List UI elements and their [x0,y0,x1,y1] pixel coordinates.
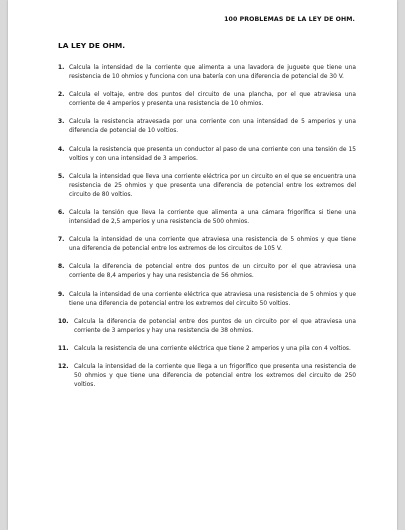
problem-number: 7. [58,237,65,244]
problem-text: Calcula la diferencia de potencial entre dos puntos de un circuito por el que atraviesa una corriente de 3 amperios y hay una resistencia de 38 ohmios. [74,318,356,334]
problem-number: 5. [58,173,65,180]
problem-item [58,291,356,309]
problem-number: 9. [58,291,65,298]
problem-item [58,318,356,336]
problem-number: 1. [58,65,65,71]
problem-text: Calcula la tensión que lleva la corriente que alimenta a una cámara frigorífica si tiene una intensidad de 2,5 amperios y una resistencia de 500 ohmios. [69,209,356,225]
document-page [8,0,397,530]
problem-text: Calcula la resistencia de una corriente eléctrica que tiene 2 amperios y una pila con 4 voltios. [74,345,351,352]
problem-number: 4. [58,146,65,153]
problem-item [58,118,356,136]
problem-text: Calcula la resistencia atravesada por una corriente con una intensidad de 5 amperios y una diferencia de potencial de 10 voltios. [69,119,356,135]
problem-number: 8. [58,264,65,271]
problem-text: Calcula la intensidad de una corriente que atraviesa una resistencia de 5 ohmios y que tiene una diferencia de potencial entre los extremos de los circuitos de 105 V. [69,237,356,253]
problem-text: Calcula la intensidad que lleva una corriente eléctrica por un circuito en el que se encuentra una resistencia de 25 ohmios y que presenta una diferencia de potencial entre los extremos del circuito de 80 voltios. [69,173,356,198]
problem-number: 12. [58,364,69,371]
problem-text: Calcula la intensidad de la corriente que alimenta a una lavadora de juguete que tiene una resistencia de 10 ohmios y funciona con una batería con una diferencia de potencial de 30 V. [69,65,356,80]
problem-text: Calcula el voltaje, entre dos puntos del circuito de una plancha, por el que atraviesa una corriente de 4 amperios y presenta una resistencia de 10 ohmios. [69,92,356,108]
problem-number: 2. [58,92,65,99]
problem-item [58,64,356,82]
problem-list [58,64,356,399]
problem-text: Calcula la intensidad de la corriente que llega a un frigorífico que presenta una resistencia de 50 ohmios y que tiene una diferencia de potencial entre los extremos del circuito de 250 voltios. [74,364,356,389]
problem-item [58,263,356,281]
problem-item [58,363,356,390]
problem-item [58,236,356,254]
problem-number: 11. [58,345,69,352]
problem-item [58,146,356,164]
problem-item [58,91,356,109]
problem-number: 10. [58,318,69,325]
problem-text: Calcula la intensidad de una corriente eléctrica que atraviesa una resistencia de 5 ohmios y que tiene una diferencia de potencial entre los extremos del circuito 50 voltios. [69,291,356,307]
problem-number: 6. [58,209,65,216]
problem-text: Calcula la diferencia de potencial entre dos puntos de un circuito por el que atraviesa una corriente de 8,4 amperios y hay una resistencia de 56 ohmios. [69,264,356,280]
problem-text: Calcula la resistencia que presenta un conductor al paso de una corriente con una tensión de 15 voltios y con una intensidad de 3 amperios. [69,146,356,162]
document-title: LA LEY DE OHM. [58,41,126,50]
problem-item [58,173,356,200]
problem-number: 3. [58,119,65,126]
page-header: 100 PROBLEMAS DE LA LEY DE OHM. [224,16,355,23]
problem-item [58,345,356,354]
problem-item [58,209,356,227]
